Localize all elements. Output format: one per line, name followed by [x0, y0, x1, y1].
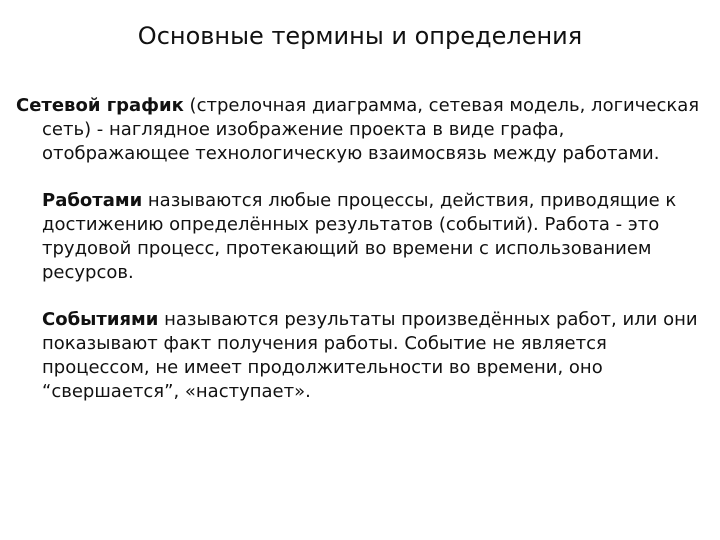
term-works: Работами: [42, 190, 143, 211]
definition-network-graph-text: (стрелочная диаграмма, сетевая модель, логическая сеть) - наглядное изображение проекта в виде графа, отображающее технологическую взаимосвязь между работами.: [42, 95, 700, 164]
definition-works-text: называются любые процессы, действия, приводящие к достижению определённых результатов (событий). Работа - это трудовой процесс, протекающий во времени с использованием ресурсов.: [42, 190, 677, 283]
definition-network-graph: [16, 94, 706, 166]
term-network-graph: Сетевой график: [16, 95, 184, 116]
term-events: Событиями: [42, 309, 159, 330]
definition-works: [16, 189, 706, 285]
slide-content: [16, 94, 706, 404]
slide-title: Основные термины и определения: [137, 22, 583, 50]
definition-events: [16, 308, 706, 404]
definition-events-text: называются результаты произведённых работ, или они показывают факт получения работы. Событие не является процессом, не имеет продолжительности во времени, оно “свершается”, «наступает».: [42, 309, 698, 402]
